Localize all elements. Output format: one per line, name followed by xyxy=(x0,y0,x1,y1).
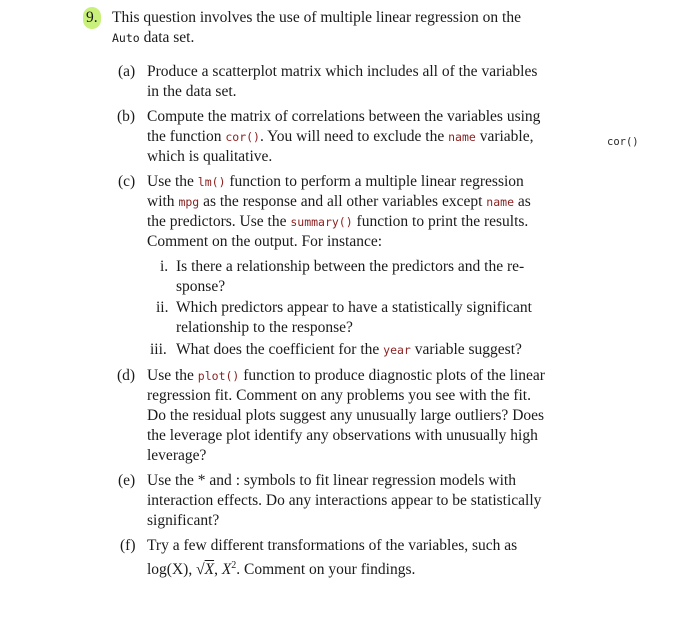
item-c-line1: Use the lm() function to perform a multiple linear regression xyxy=(147,173,524,190)
item-d-label: (d) xyxy=(117,367,136,384)
item-c-line4: Comment on the output. For instance: xyxy=(147,233,383,250)
item-c-iii-label: iii. xyxy=(150,341,167,358)
sqrt-sign: √ xyxy=(196,561,205,579)
item-c-ii-line1: Which predictors appear to have a statistically significant xyxy=(176,299,532,316)
item-e-line3: significant? xyxy=(147,512,220,529)
item-d-line2: regression fit. Comment on any problems you see with the fit. xyxy=(147,387,531,404)
square-exponent: 2 xyxy=(231,560,237,571)
item-a-line1: Produce a scatterplot matrix which includes all of the variables xyxy=(147,63,538,80)
summary-code: summary() xyxy=(290,215,353,229)
margin-note-cor: cor() xyxy=(607,136,639,148)
name-code-c: name xyxy=(486,195,514,209)
item-b-line3: which is qualitative. xyxy=(147,148,273,165)
item-d-line1: Use the plot() function to produce diagnostic plots of the linear xyxy=(147,367,545,384)
item-e-label: (e) xyxy=(118,472,136,489)
item-f-line1: Try a few different transformations of the variables, such as xyxy=(147,537,518,554)
asterisk-symbol: * xyxy=(197,472,206,489)
item-c-ii-label: ii. xyxy=(156,299,169,316)
item-c-label: (c) xyxy=(118,173,136,190)
item-c-i-label: i. xyxy=(160,258,169,275)
item-c-i-line1: Is there a relationship between the predictors and the re- xyxy=(176,258,525,275)
plot-code: plot() xyxy=(197,369,240,383)
colon-symbol: : xyxy=(235,472,240,489)
question-number: 9. xyxy=(83,7,101,29)
square-variable: X xyxy=(221,561,232,579)
item-f-label: (f) xyxy=(120,537,136,554)
log-expression: log(X), xyxy=(147,561,197,579)
item-f-line2: log(X), √X, $X^2$. Comment on your findings. xyxy=(147,560,416,579)
item-c-iii-line: What does the coefficient for the year variable suggest? xyxy=(176,341,522,358)
lm-code: lm() xyxy=(197,175,226,189)
auto-code: Auto xyxy=(112,31,140,45)
item-b-line1: Compute the matrix of correlations between the variables using xyxy=(147,108,541,125)
item-d-line5: leverage? xyxy=(147,447,207,464)
item-b-label: (b) xyxy=(117,108,136,125)
name-code: name xyxy=(448,130,476,144)
item-c-line3: the predictors. Use the summary() function to print the results. xyxy=(147,213,529,230)
mpg-code: mpg xyxy=(178,195,200,209)
item-b-line2: the function cor(). You will need to exclude the name variable, xyxy=(147,128,534,145)
item-c-i-line2: sponse? xyxy=(176,278,226,295)
item-c-ii-line2: relationship to the response? xyxy=(176,319,353,336)
question-intro-line2: Auto data set. xyxy=(112,29,195,46)
item-a-line2: in the data set. xyxy=(147,83,237,100)
item-a-label: (a) xyxy=(118,63,136,80)
item-e-line1: Use the * and : symbols to fit linear regression models with xyxy=(147,472,516,489)
question-intro-line1: This question involves the use of multiple linear regression on the xyxy=(112,9,521,26)
item-e-line2: interaction effects. Do any interactions appear to be statistically xyxy=(147,492,542,509)
item-d-line3: Do the residual plots suggest any unusually large outliers? Does xyxy=(147,407,545,424)
cor-code: cor() xyxy=(225,130,260,144)
item-c-line2: with mpg as the response and all other variables except name as xyxy=(147,193,531,210)
sqrt-variable: X xyxy=(204,561,215,579)
year-code: year xyxy=(383,343,411,357)
item-d-line4: the leverage plot identify any observations with unusually high xyxy=(147,427,538,444)
